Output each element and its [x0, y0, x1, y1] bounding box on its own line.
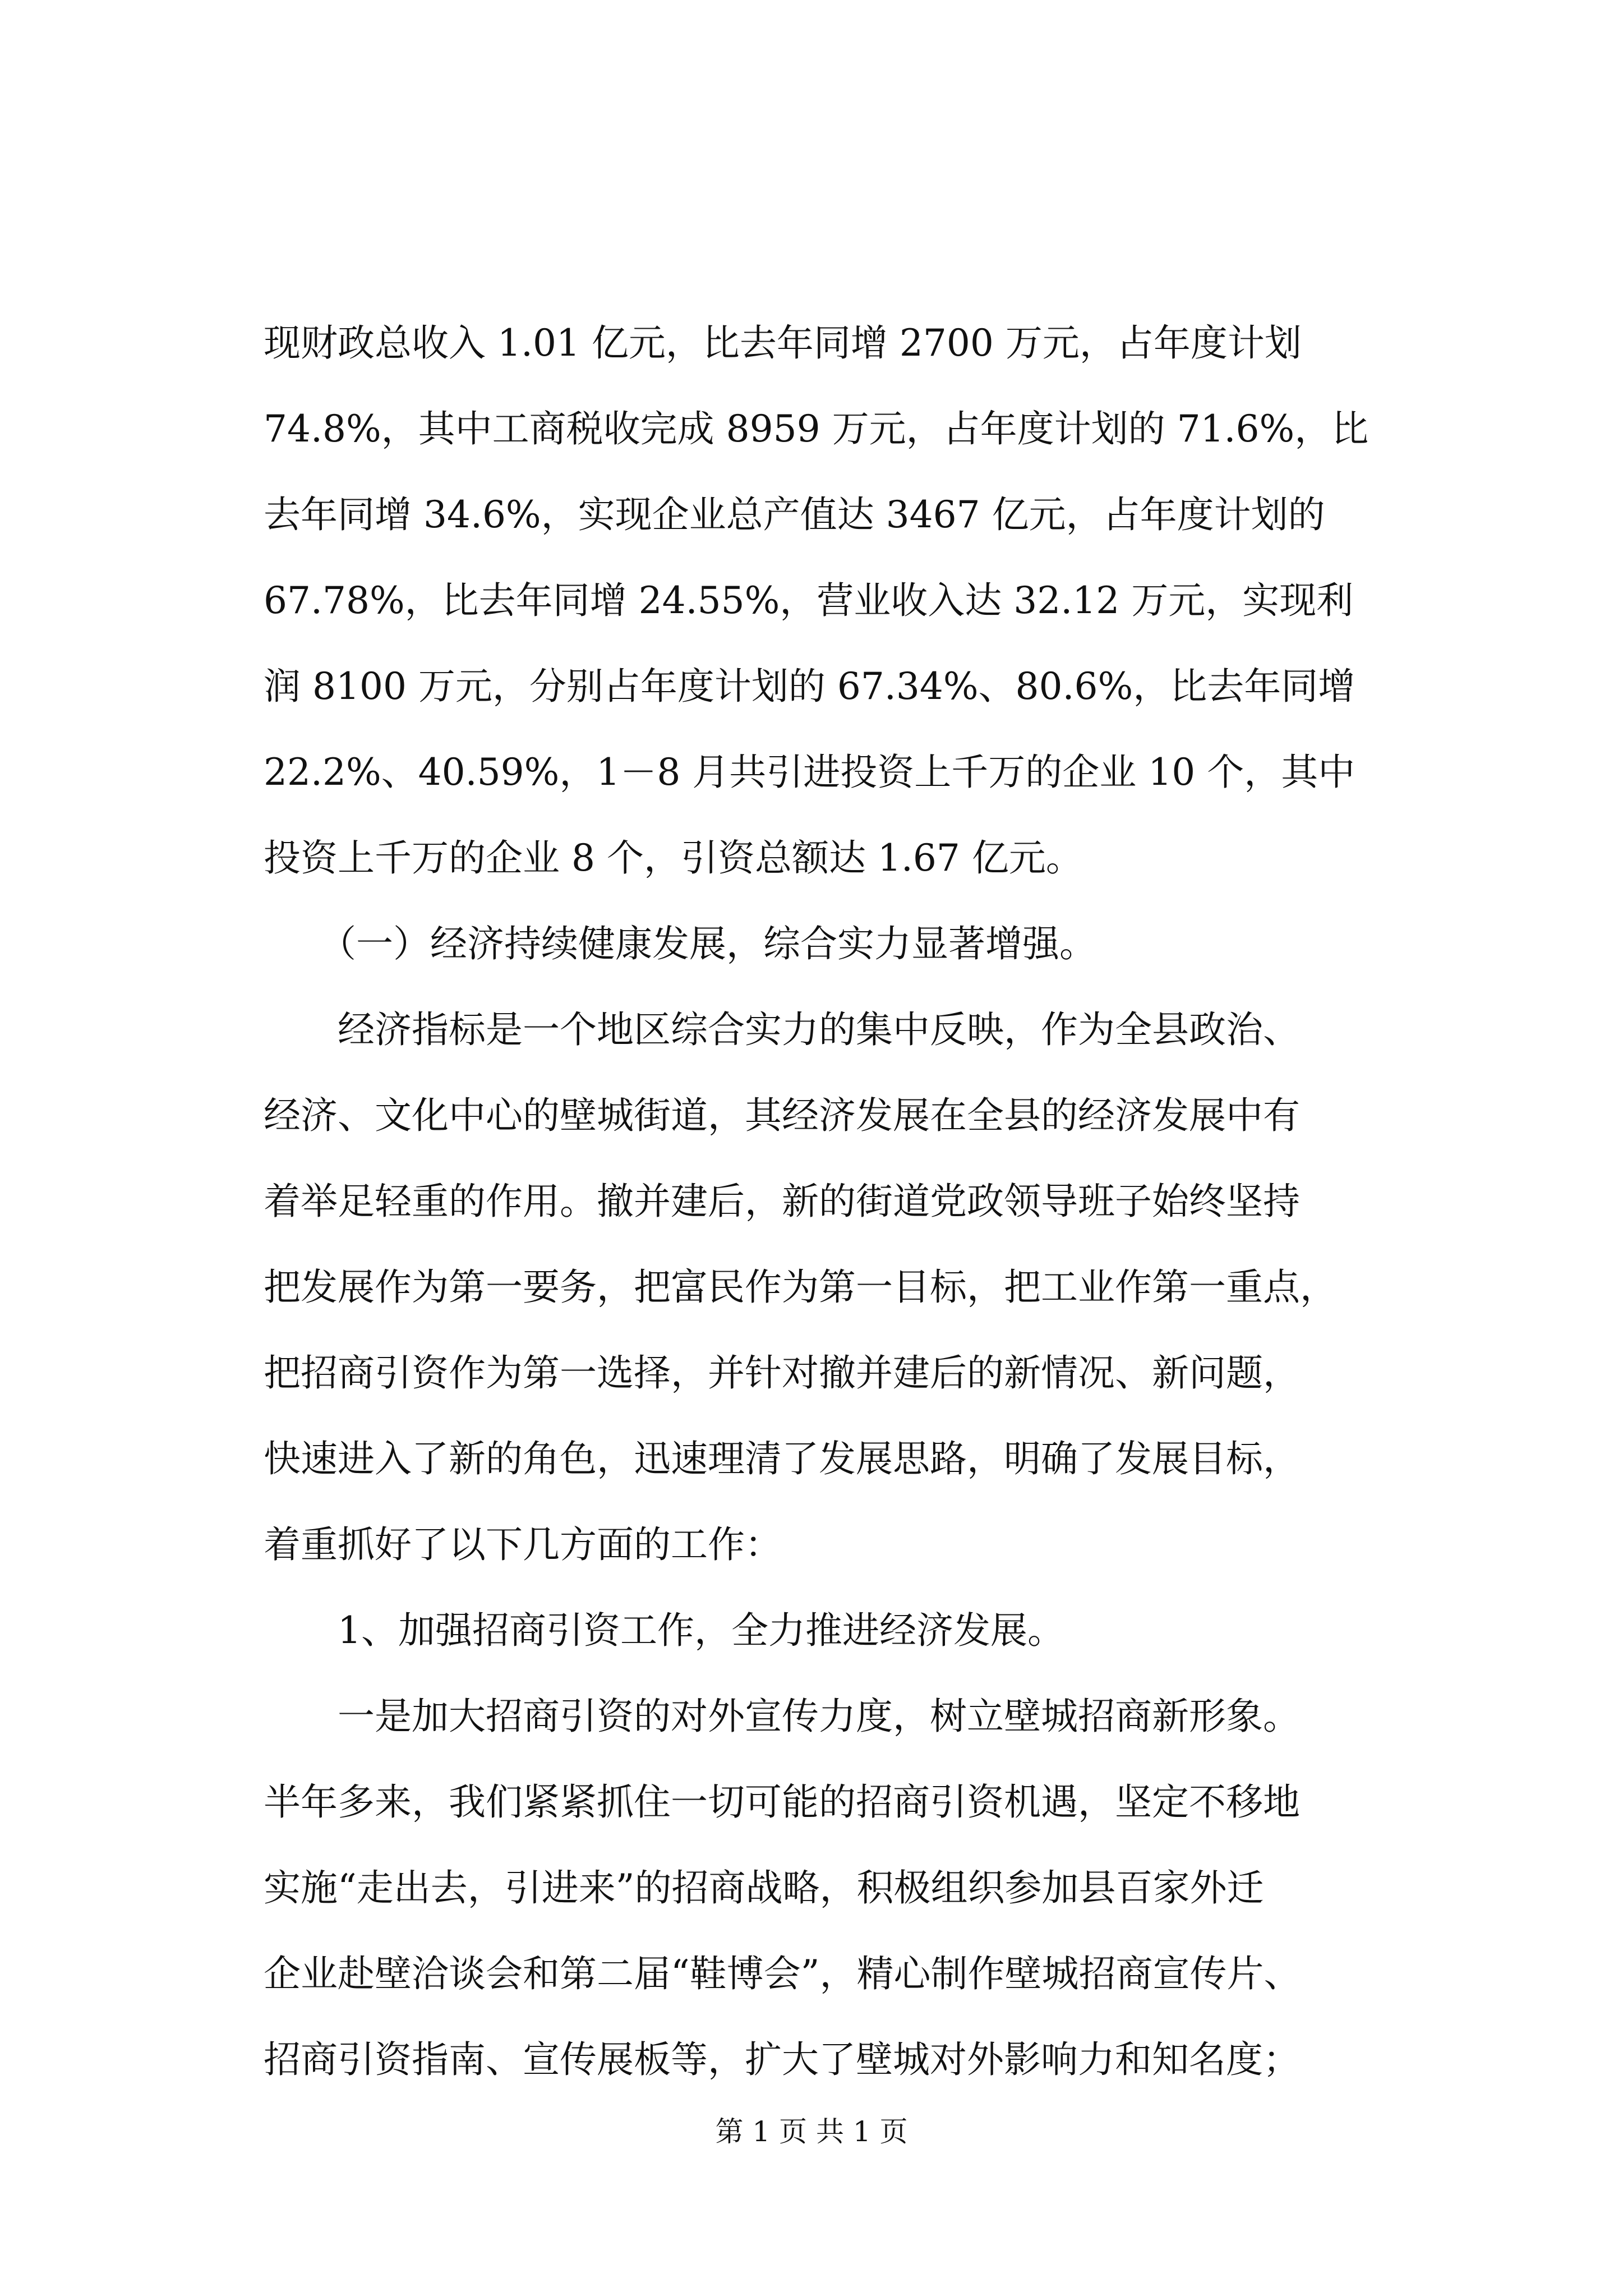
- text-line: 投资上千万的企业 8 个，引资总额达 1.67 亿元。: [264, 836, 1083, 880]
- text-line: 企业赴壁洽谈会和第二届“鞋博会”，精心制作壁城招商宣传片、: [264, 1952, 1301, 1995]
- text-line: 现财政总收入 1.01 亿元，比去年同增 2700 万元，占年度计划: [264, 321, 1302, 365]
- text-line: 快速进入了新的角色，迅速理清了发展思路，明确了发展目标，: [264, 1437, 1300, 1480]
- text-line: 把招商引资作为第一选择，并针对撤并建后的新情况、新问题，: [264, 1351, 1300, 1395]
- text-line: 实施“走出去，引进来”的招商战略，积极组织参加县百家外迁: [264, 1866, 1264, 1910]
- section-heading: （一）经济持续健康发展，综合实力显著增强。: [264, 922, 1096, 965]
- text-line: 经济、文化中心的壁城街道，其经济发展在全县的经济发展中有: [264, 1094, 1300, 1137]
- text-line: 去年同增 34.6%，实现企业总产值达 3467 亿元，占年度计划的: [264, 493, 1325, 536]
- text-line: 润 8100 万元，分别占年度计划的 67.34%、80.6%，比去年同增: [264, 665, 1355, 708]
- body-text: [264, 300, 1419, 2102]
- text-line: 招商引资指南、宣传展板等，扩大了壁城对外影响力和知名度；: [264, 2038, 1300, 2081]
- text-line: 经济指标是一个地区综合实力的集中反映，作为全县政治、: [264, 1008, 1300, 1051]
- text-line: 74.8%，其中工商税收完成 8959 万元，占年度计划的 71.6%，比: [264, 407, 1369, 450]
- text-line: 把发展作为第一要务，把富民作为第一目标，把工业作第一重点，: [264, 1266, 1337, 1309]
- text-line: 67.78%，比去年同增 24.55%，营业收入达 32.12 万元，实现利: [264, 579, 1354, 622]
- page-footer: 第 1 页 共 1 页: [715, 2115, 908, 2148]
- text-line: 着举足轻重的作用。撤并建后，新的街道党政领导班子始终坚持: [264, 1180, 1300, 1223]
- text-line: 22.2%、40.59%，1－8 月共引进投资上千万的企业 10 个，其中: [264, 751, 1355, 794]
- text-line: 半年多来，我们紧紧抓住一切可能的招商引资机遇，坚定不移地: [264, 1780, 1300, 1824]
- subsection-heading: 1、加强招商引资工作，全力推进经济发展。: [264, 1609, 1064, 1652]
- text-line: 着重抓好了以下几方面的工作：: [264, 1523, 782, 1566]
- text-line: 一是加大招商引资的对外宣传力度，树立壁城招商新形象。: [264, 1695, 1300, 1738]
